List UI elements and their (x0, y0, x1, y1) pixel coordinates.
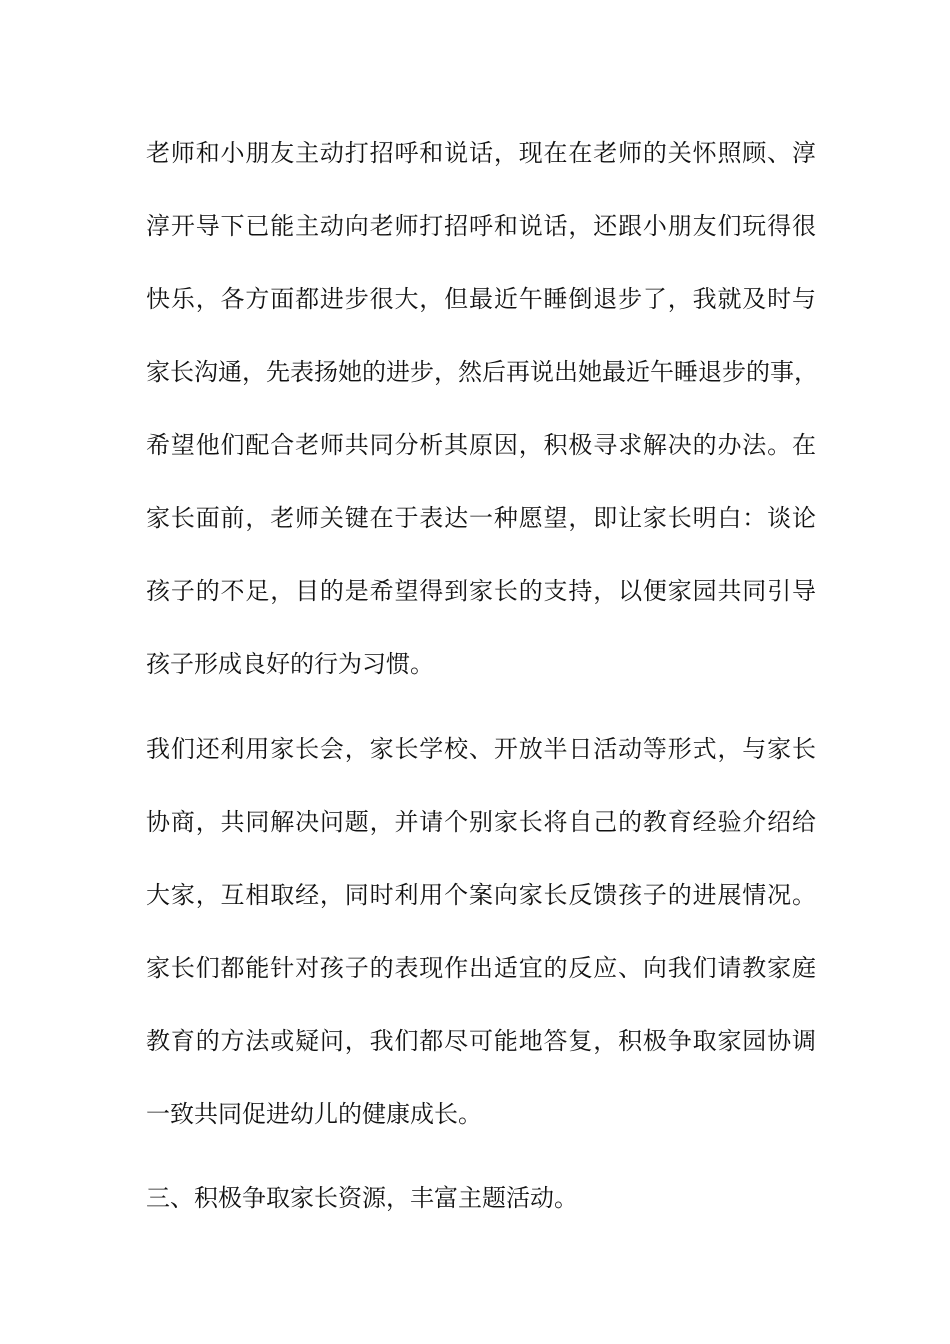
paragraph-line-13: 教育的方法或疑问，我们都尽可能地答复，积极争取家园协调 (146, 1027, 816, 1055)
paragraph-line-1: 老师和小朋友主动打招呼和说话，现在在老师的关怀照顾、淳 (146, 139, 816, 167)
paragraph-line-14: 一致共同促进幼儿的健康成长。 (146, 1100, 482, 1128)
section-heading: 三、积极争取家长资源，丰富主题活动。 (146, 1184, 578, 1212)
paragraph-line-12: 家长们都能针对孩子的表现作出适宜的反应、向我们请教家庭 (146, 954, 816, 982)
paragraph-line-4: 家长沟通，先表扬她的进步，然后再说出她最近午睡退步的事， (146, 358, 818, 386)
paragraph-line-2: 淳开导下已能主动向老师打招呼和说话，还跟小朋友们玩得很 (146, 212, 816, 240)
paragraph-line-7: 孩子的不足，目的是希望得到家长的支持，以便家园共同引导 (146, 577, 816, 605)
paragraph-line-5: 希望他们配合老师共同分析其原因，积极寻求解决的办法。在 (146, 431, 816, 459)
paragraph-line-10: 协商，共同解决问题，并请个别家长将自己的教育经验介绍给 (146, 808, 816, 836)
paragraph-line-3: 快乐，各方面都进步很大，但最近午睡倒退步了，我就及时与 (146, 285, 816, 313)
paragraph-line-9: 我们还利用家长会，家长学校、开放半日活动等形式，与家长 (146, 735, 816, 763)
paragraph-line-11: 大家，互相取经，同时利用个案向家长反馈孩子的进展情况。 (146, 881, 816, 909)
paragraph-line-8: 孩子形成良好的行为习惯。 (146, 650, 434, 678)
paragraph-line-6: 家长面前，老师关键在于表达一种愿望，即让家长明白：谈论 (146, 504, 816, 532)
